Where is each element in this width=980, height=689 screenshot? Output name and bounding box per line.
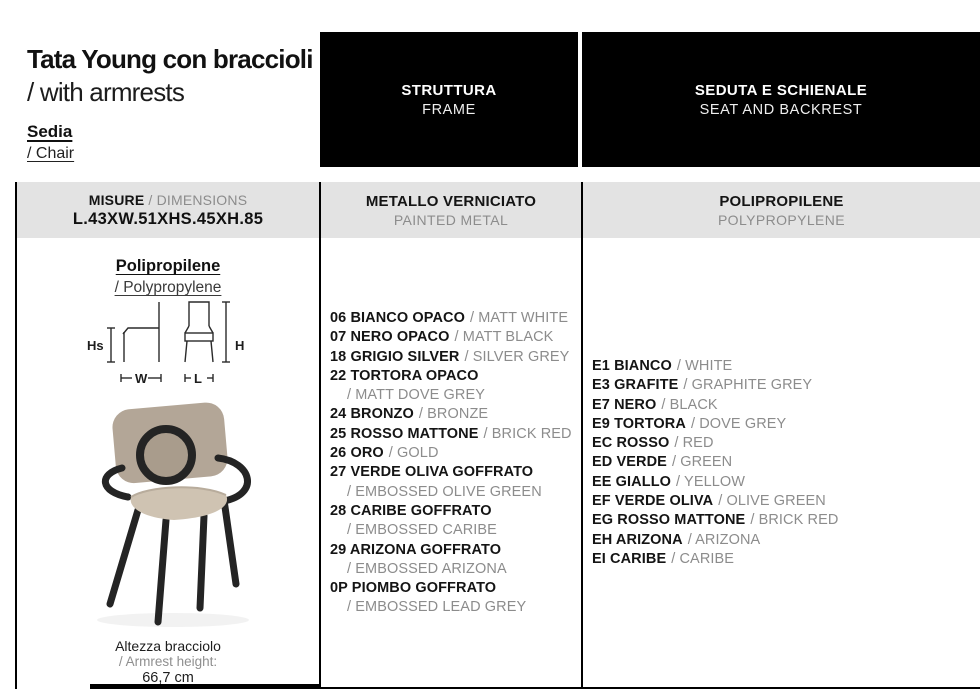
column-divider-1 (319, 182, 321, 689)
color-option (592, 434, 976, 453)
color-option (592, 492, 976, 511)
color-english-name: / EMBOSSED LEAD GREY (347, 599, 527, 616)
frame-color-list (330, 309, 576, 618)
color-code-name: 29 ARIZONA GOFFRATO (330, 541, 502, 558)
color-code-name: EH ARIZONA (592, 531, 683, 548)
color-english-name: / GOLD (388, 445, 439, 462)
color-english-name: / GREEN (671, 454, 733, 471)
color-code-name: 25 ROSSO MATTONE (330, 425, 479, 442)
color-code-name: E7 NERO (592, 396, 657, 413)
color-option (592, 415, 976, 434)
color-english-name: / WHITE (676, 358, 733, 374)
color-code-name: EF VERDE OLIVA (592, 493, 714, 510)
diagram-label-seat-height: Hs (87, 338, 104, 353)
color-code-name: E3 GRAFITE (592, 377, 679, 394)
shell-material-italian: Polipropilene (115, 257, 221, 275)
color-option-translation (330, 560, 576, 579)
color-english-name: / CARIBE (671, 550, 735, 567)
color-code-name: 27 VERDE OLIVA GOFFRATO (330, 464, 534, 481)
diagram-label-length: L (194, 371, 202, 386)
color-option (330, 541, 576, 560)
color-option-translation (330, 521, 576, 540)
color-code-name: 24 BRONZO (330, 406, 414, 423)
color-english-name: / RED (674, 435, 714, 452)
header-frame-italian: STRUTTURA (401, 81, 497, 99)
color-option (330, 405, 576, 424)
subheader-dimensions (17, 182, 319, 238)
color-code-name: EC ROSSO (592, 435, 670, 452)
color-english-name: / ARIZONA (687, 531, 761, 548)
color-option (592, 376, 976, 395)
color-option (330, 348, 576, 367)
frame-material-italian: METALLO VERNICIATO (365, 192, 537, 210)
color-option (330, 579, 576, 598)
color-option (592, 531, 976, 550)
color-english-name: / BLACK (661, 396, 718, 413)
diagram-label-width: W (135, 371, 148, 386)
color-english-name: / MATT WHITE (469, 310, 569, 326)
product-type-english: / Chair (27, 145, 75, 162)
color-code-name: 28 CARIBE GOFFRATO (330, 502, 492, 519)
color-option-translation (330, 386, 576, 405)
diagram-label-height: H (235, 338, 245, 353)
color-option (330, 309, 576, 328)
color-option (330, 425, 576, 444)
color-english-name: / MATT BLACK (454, 329, 554, 346)
armrest-note-italian: Altezza bracciolo (115, 638, 221, 654)
header-seat-english: SEAT AND BACKREST (699, 101, 863, 118)
color-english-name: / MATT DOVE GREY (347, 387, 486, 404)
color-option (330, 367, 576, 386)
dimensions-value: L.43XW.51XHS.45XH.85 (72, 209, 264, 228)
color-option (592, 511, 976, 530)
color-code-name: 22 TORTORA OPACO (330, 367, 479, 384)
color-option (330, 444, 576, 463)
color-code-name: E9 TORTORA (592, 415, 686, 432)
dimension-diagram (85, 296, 260, 396)
color-option (330, 328, 576, 347)
chair-product-photo (78, 398, 263, 635)
color-english-name: / BRONZE (418, 406, 489, 423)
header-frame-english: FRAME (422, 101, 476, 118)
shell-material-english: / Polypropylene (114, 279, 222, 296)
color-code-name: EE GIALLO (592, 473, 672, 490)
subheader-frame-material (321, 182, 581, 238)
column-divider-2 (581, 182, 583, 689)
color-code-name: 18 GRIGIO SILVER (330, 348, 460, 365)
page-title-italian: Tata Young con braccioli (27, 44, 313, 74)
header-frame (320, 32, 578, 167)
shell-material (17, 256, 319, 298)
color-english-name: / BRICK RED (750, 512, 839, 529)
color-english-name: / DOVE GREY (690, 415, 787, 432)
color-option-translation (330, 483, 576, 502)
color-code-name: EG ROSSO MATTONE (592, 512, 746, 529)
dimensions-label (89, 192, 248, 208)
color-code-name: 26 ORO (330, 445, 384, 462)
seat-material-english: POLYPROPYLENE (717, 211, 846, 228)
header-seat-backrest (582, 32, 980, 167)
color-option (592, 473, 976, 492)
color-option (592, 453, 976, 472)
color-english-name: / EMBOSSED CARIBE (347, 522, 497, 539)
dimensions-label-english: / DIMENSIONS (148, 191, 248, 208)
page-title-english: / with armrests (27, 77, 185, 107)
header-seat-italian: SEDUTA E SCHIENALE (694, 81, 868, 99)
color-english-name: / EMBOSSED OLIVE GREEN (347, 483, 542, 500)
color-option-translation (330, 598, 576, 617)
seat-color-list (592, 357, 976, 569)
color-option (330, 502, 576, 521)
color-english-name: / GRAPHITE GREY (683, 377, 813, 394)
armrest-height-value: 66,7 cm (142, 670, 194, 686)
color-option (592, 357, 976, 376)
armrest-note-english: / Armrest height: (118, 654, 218, 669)
color-english-name: / EMBOSSED ARIZONA (347, 560, 507, 577)
color-english-name: / YELLOW (676, 473, 746, 490)
color-code-name: 07 NERO OPACO (330, 329, 450, 346)
color-code-name: 06 BIANCO OPACO (330, 310, 465, 326)
color-code-name: EI CARIBE (592, 550, 667, 567)
product-type-italian: Sedia (27, 122, 73, 141)
color-code-name: ED VERDE (592, 454, 667, 471)
color-english-name: / OLIVE GREEN (718, 493, 826, 510)
color-english-name: / BRICK RED (483, 425, 572, 442)
color-code-name: 0P PIOMBO GOFFRATO (330, 580, 497, 597)
color-option (592, 396, 976, 415)
subheader-seat-material (583, 182, 980, 238)
color-option (330, 463, 576, 482)
frame-material-english: PAINTED METAL (393, 211, 509, 228)
color-code-name: E1 BIANCO (592, 358, 672, 374)
seat-material-italian: POLIPROPILENE (719, 192, 844, 210)
color-option (592, 550, 976, 569)
dimensions-label-italian: MISURE (88, 191, 145, 208)
color-english-name: / SILVER GREY (464, 348, 570, 365)
armrest-height-note (17, 638, 319, 687)
